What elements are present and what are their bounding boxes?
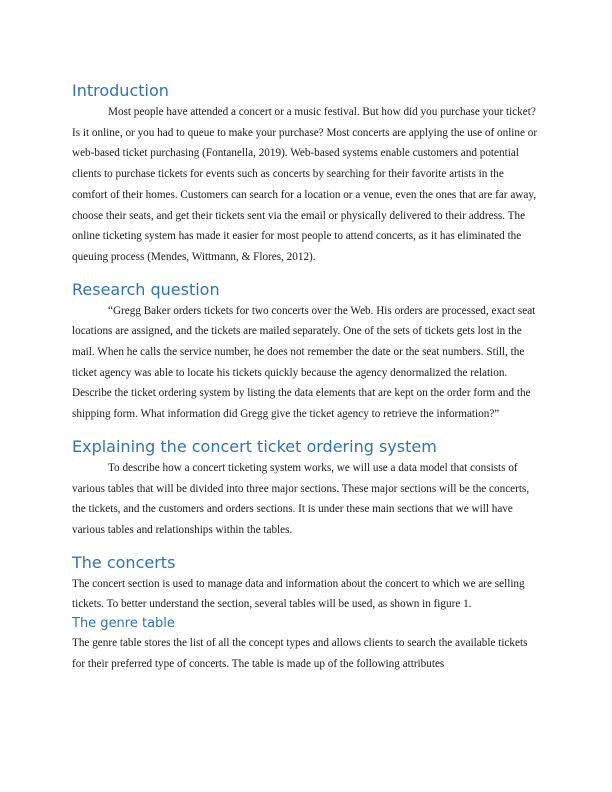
heading-genre-table: The genre table	[72, 616, 175, 632]
heading-research-question: Research question	[72, 279, 220, 299]
paragraph-genre-table: The genre table stores the list of all the concept types and allows clients to search the available tickets for their preferred type of concerts. The table is made up of the following attributes	[72, 637, 528, 670]
paragraph-research-question: “Gregg Baker orders tickets for two concerts over the Web. His orders are processed, exact seat locations are assigned, and the tickets are mailed separately. One of the sets of tickets gets lost in the mail. When he calls the service number, he does not remember the date or the seat numbers. Still, the ticket agency was able to locate his tickets quickly because the agency denormalized the relation. Describe the ticket ordering system by listing the data elements that are kept on the order form and the shipping form. What information did Gregg give the ticket agency to retrieve the information?”	[72, 304, 536, 421]
paragraph-introduction: Most people have attended a concert or a music festival. But how did you purchase your ticket? Is it online, or you had to queue to make your purchase? Most concerts are applying the use of online or web-based ticket purchasing (Fontanella, 2019). Web-based systems enable customers and potential clients to purchase tickets for events such as concerts by searching for their favorite artists in the comfort of their homes. Customers can search for a location or a venue, even the ones that are far away, choose their seats, and get their tickets sent via the email or physically delivered to their address. The online ticketing system has made it easier for most people to attend concerts, as it has eliminated the queuing process (Mendes, Wittmann, & Flores, 2012).	[72, 106, 538, 263]
heading-introduction: Introduction	[72, 81, 169, 100]
document-body	[72, 80, 542, 674]
paragraph-ticket-ordering-system: To describe how a concert ticketing system works, we will use a data model that consists of various tables that will be divided into three major sections. These major sections will be the concerts, the tickets, and the customers and orders sections. It is under these main sections that we will have various tables and relationships within the tables.	[72, 461, 530, 536]
heading-ticket-ordering-system: Explaining the concert ticket ordering system	[72, 436, 437, 456]
heading-the-concerts: The concerts	[72, 552, 176, 572]
paragraph-the-concerts: The concert section is used to manage data and information about the concert to which we are selling tickets. To better understand the section, several tables will be used, as shown in figure 1.	[72, 577, 525, 611]
